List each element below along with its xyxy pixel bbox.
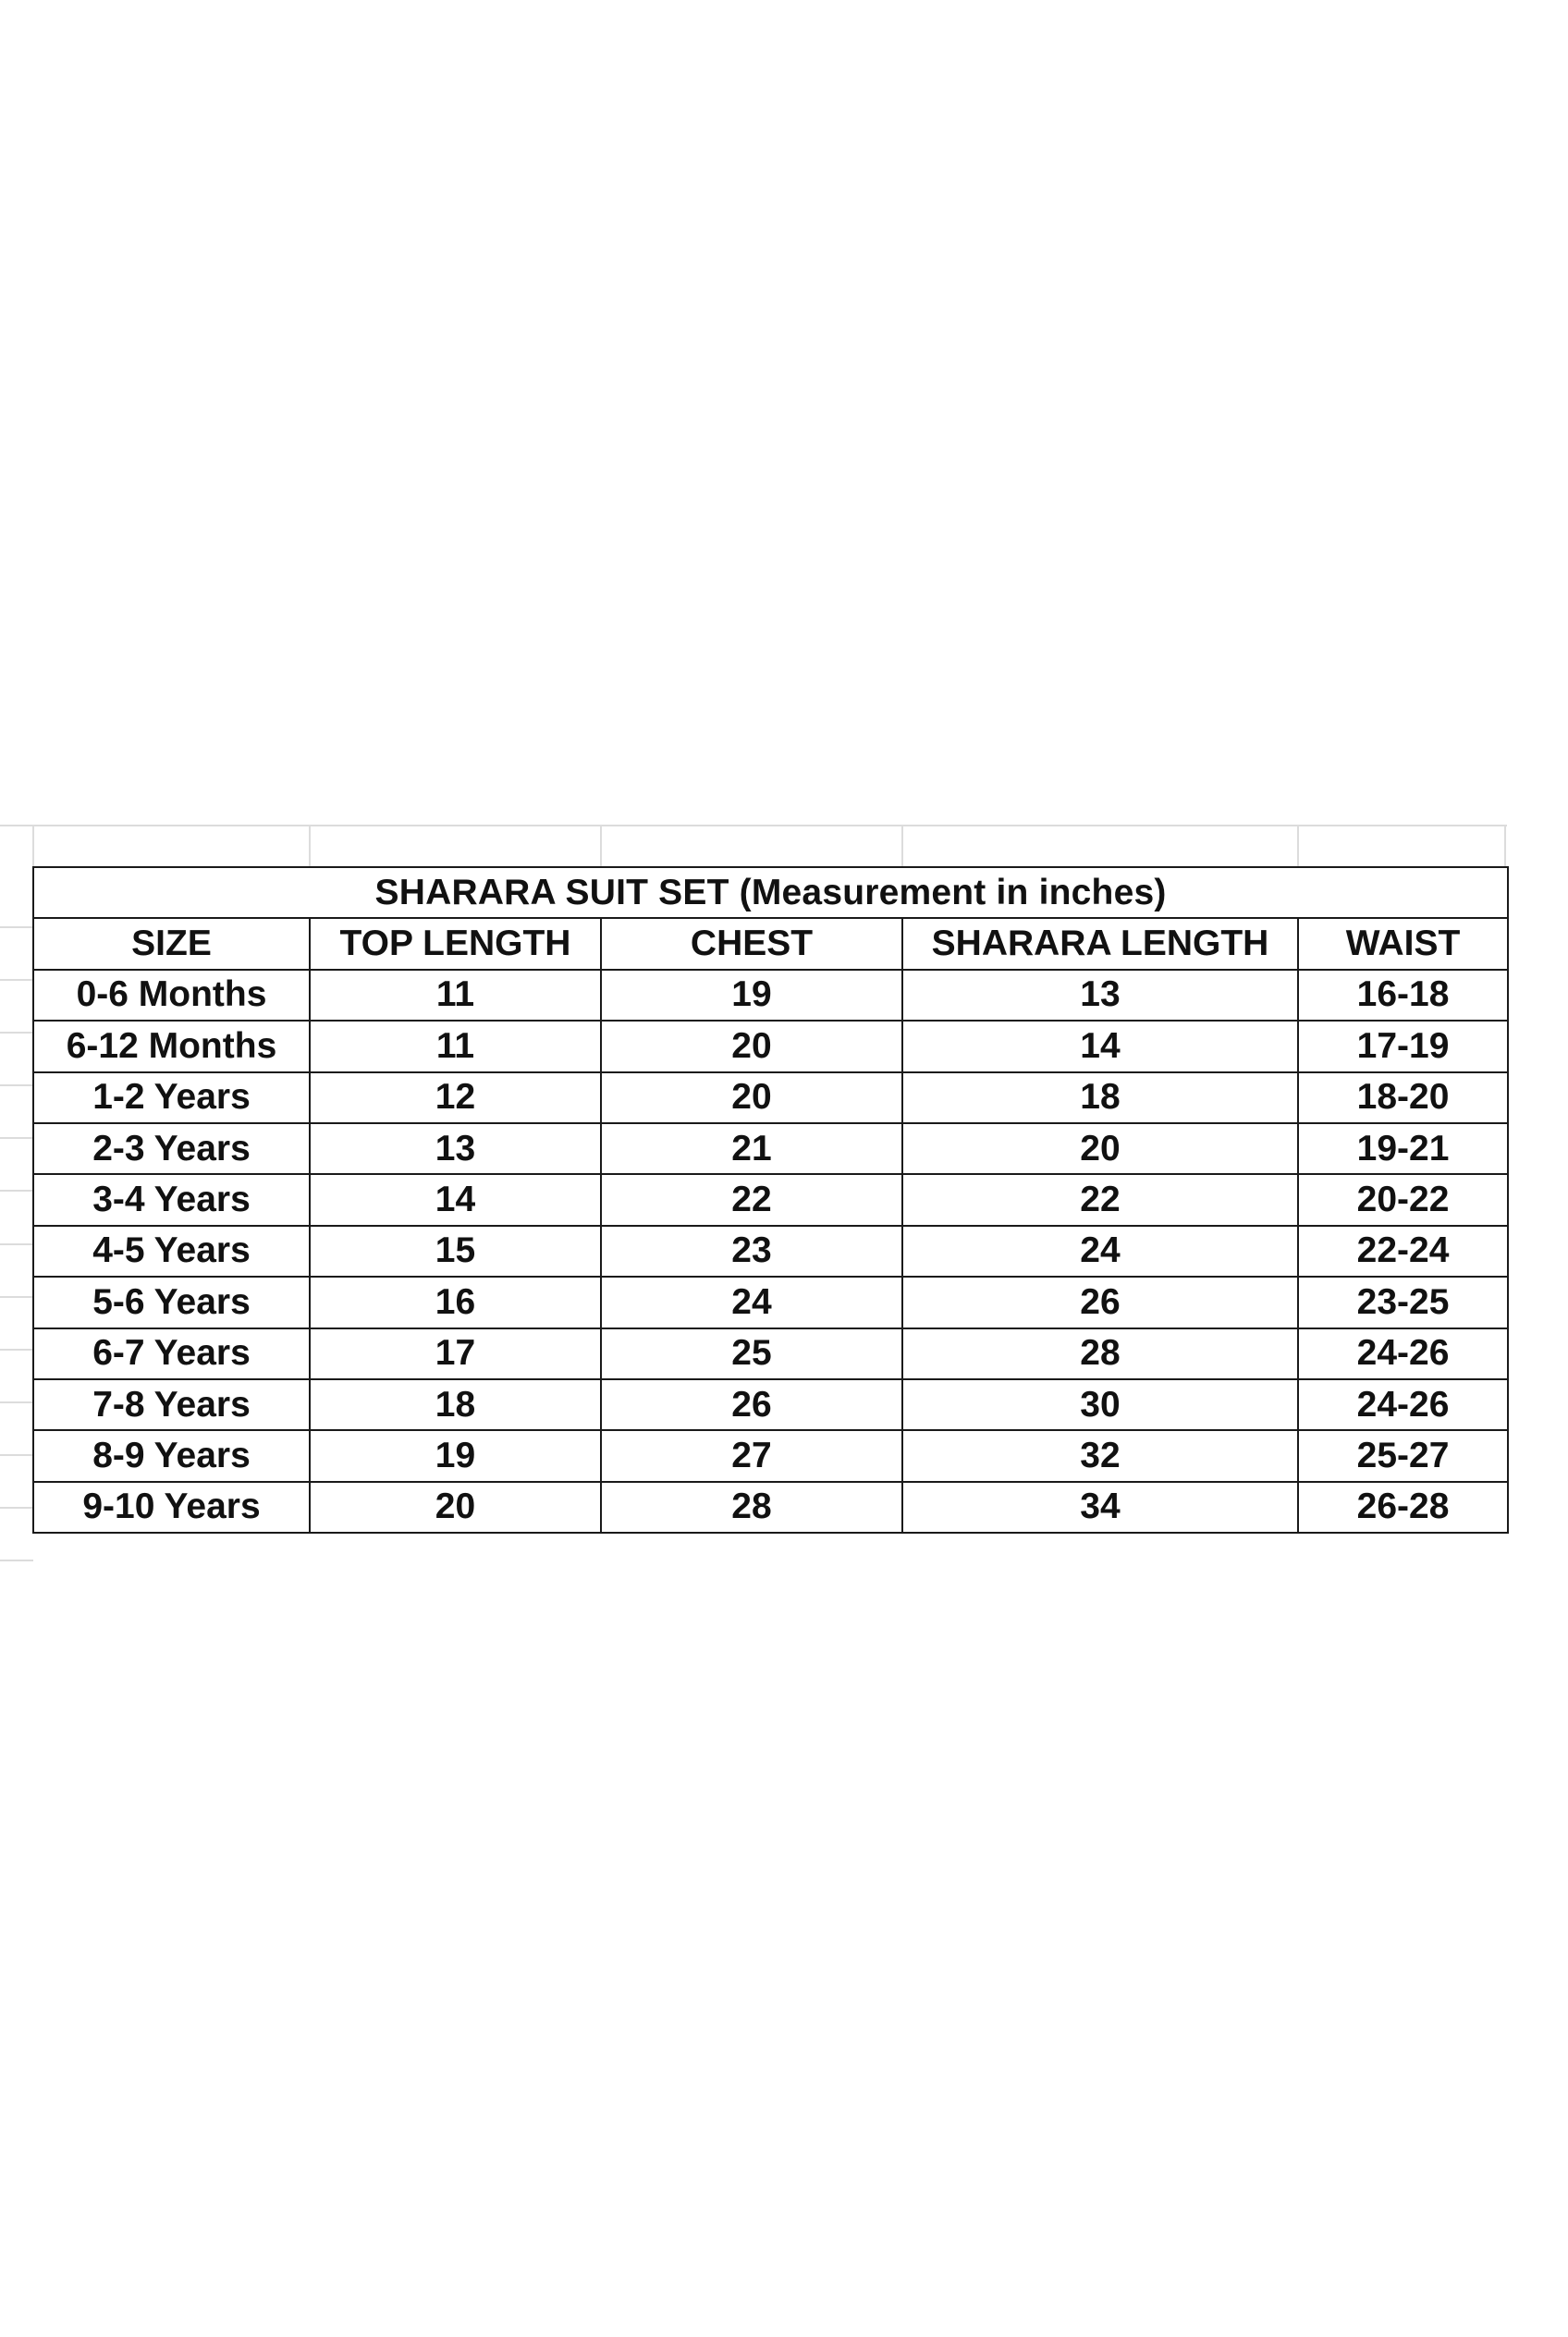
chest-cell[interactable]: 27 bbox=[601, 1430, 902, 1481]
table-row bbox=[33, 1123, 1508, 1174]
table-row bbox=[33, 1328, 1508, 1379]
column-header-top-length[interactable]: TOP LENGTH bbox=[310, 918, 601, 969]
sheet-gridline bbox=[0, 1560, 33, 1561]
size-cell[interactable]: 1-2 Years bbox=[33, 1072, 310, 1123]
waist-cell[interactable]: 24-26 bbox=[1298, 1379, 1508, 1430]
top-length-cell[interactable]: 19 bbox=[310, 1430, 601, 1481]
sheet-gridline bbox=[0, 1349, 33, 1351]
top-length-cell[interactable]: 12 bbox=[310, 1072, 601, 1123]
top-length-cell[interactable]: 20 bbox=[310, 1482, 601, 1533]
header-row bbox=[33, 918, 1508, 969]
sheet-gridline bbox=[309, 825, 311, 867]
table-row bbox=[33, 1430, 1508, 1481]
top-length-cell[interactable]: 11 bbox=[310, 970, 601, 1021]
size-cell[interactable]: 4-5 Years bbox=[33, 1226, 310, 1277]
waist-cell[interactable]: 16-18 bbox=[1298, 970, 1508, 1021]
size-cell[interactable]: 7-8 Years bbox=[33, 1379, 310, 1430]
chest-cell[interactable]: 24 bbox=[601, 1277, 902, 1328]
sharara-length-cell[interactable]: 34 bbox=[902, 1482, 1298, 1533]
table-row bbox=[33, 1482, 1508, 1533]
sharara-length-cell[interactable]: 30 bbox=[902, 1379, 1298, 1430]
table-row bbox=[33, 1072, 1508, 1123]
waist-cell[interactable]: 23-25 bbox=[1298, 1277, 1508, 1328]
chest-cell[interactable]: 26 bbox=[601, 1379, 902, 1430]
waist-cell[interactable]: 19-21 bbox=[1298, 1123, 1508, 1174]
top-length-cell[interactable]: 15 bbox=[310, 1226, 601, 1277]
waist-cell[interactable]: 17-19 bbox=[1298, 1021, 1508, 1071]
waist-cell[interactable]: 22-24 bbox=[1298, 1226, 1508, 1277]
chest-cell[interactable]: 28 bbox=[601, 1482, 902, 1533]
sharara-length-cell[interactable]: 20 bbox=[902, 1123, 1298, 1174]
size-cell[interactable]: 2-3 Years bbox=[33, 1123, 310, 1174]
size-chart-table bbox=[32, 866, 1509, 1534]
table-row bbox=[33, 1379, 1508, 1430]
table-row bbox=[33, 1226, 1508, 1277]
table-row bbox=[33, 1277, 1508, 1328]
top-length-cell[interactable]: 16 bbox=[310, 1277, 601, 1328]
sheet-gridline bbox=[0, 825, 1507, 826]
sheet-gridline bbox=[1297, 825, 1299, 867]
waist-cell[interactable]: 25-27 bbox=[1298, 1430, 1508, 1481]
size-cell[interactable]: 5-6 Years bbox=[33, 1277, 310, 1328]
sharara-length-cell[interactable]: 14 bbox=[902, 1021, 1298, 1071]
table-row bbox=[33, 1174, 1508, 1225]
size-cell[interactable]: 9-10 Years bbox=[33, 1482, 310, 1533]
size-cell[interactable]: 6-7 Years bbox=[33, 1328, 310, 1379]
sharara-length-cell[interactable]: 18 bbox=[902, 1072, 1298, 1123]
sheet-gridline bbox=[0, 1190, 33, 1192]
size-cell[interactable]: 0-6 Months bbox=[33, 970, 310, 1021]
sheet-gridline bbox=[0, 1296, 33, 1298]
waist-cell[interactable]: 26-28 bbox=[1298, 1482, 1508, 1533]
chest-cell[interactable]: 22 bbox=[601, 1174, 902, 1225]
sheet-gridline bbox=[1504, 825, 1506, 867]
column-header-chest[interactable]: CHEST bbox=[601, 918, 902, 969]
sharara-length-cell[interactable]: 32 bbox=[902, 1430, 1298, 1481]
sharara-length-cell[interactable]: 26 bbox=[902, 1277, 1298, 1328]
top-length-cell[interactable]: 18 bbox=[310, 1379, 601, 1430]
sheet-gridline bbox=[32, 825, 34, 867]
sheet-gridline bbox=[0, 1084, 33, 1086]
top-length-cell[interactable]: 11 bbox=[310, 1021, 601, 1071]
sheet-gridline bbox=[0, 926, 33, 928]
top-length-cell[interactable]: 14 bbox=[310, 1174, 601, 1225]
sheet-gridline bbox=[0, 1137, 33, 1139]
top-length-cell[interactable]: 17 bbox=[310, 1328, 601, 1379]
sharara-length-cell[interactable]: 24 bbox=[902, 1226, 1298, 1277]
sheet-gridline bbox=[901, 825, 903, 867]
top-length-cell[interactable]: 13 bbox=[310, 1123, 601, 1174]
sheet-gridline bbox=[0, 1454, 33, 1456]
size-cell[interactable]: 6-12 Months bbox=[33, 1021, 310, 1071]
sharara-length-cell[interactable]: 13 bbox=[902, 970, 1298, 1021]
column-header-size[interactable]: SIZE bbox=[33, 918, 310, 969]
column-header-sharara-length[interactable]: SHARARA LENGTH bbox=[902, 918, 1298, 969]
sharara-length-cell[interactable]: 28 bbox=[902, 1328, 1298, 1379]
sheet-gridline bbox=[0, 979, 33, 981]
chest-cell[interactable]: 19 bbox=[601, 970, 902, 1021]
chest-cell[interactable]: 20 bbox=[601, 1021, 902, 1071]
sheet-gridline bbox=[0, 1401, 33, 1403]
chest-cell[interactable]: 21 bbox=[601, 1123, 902, 1174]
sheet-gridline bbox=[600, 825, 602, 867]
table-row bbox=[33, 970, 1508, 1021]
waist-cell[interactable]: 24-26 bbox=[1298, 1328, 1508, 1379]
waist-cell[interactable]: 20-22 bbox=[1298, 1174, 1508, 1225]
sheet-gridline bbox=[0, 1243, 33, 1245]
column-header-waist[interactable]: WAIST bbox=[1298, 918, 1508, 969]
table-title[interactable]: SHARARA SUIT SET (Measurement in inches) bbox=[33, 867, 1508, 918]
sharara-length-cell[interactable]: 22 bbox=[902, 1174, 1298, 1225]
size-cell[interactable]: 3-4 Years bbox=[33, 1174, 310, 1225]
chest-cell[interactable]: 20 bbox=[601, 1072, 902, 1123]
size-cell[interactable]: 8-9 Years bbox=[33, 1430, 310, 1481]
sheet-gridline bbox=[0, 1032, 33, 1034]
table-row bbox=[33, 1021, 1508, 1071]
chest-cell[interactable]: 25 bbox=[601, 1328, 902, 1379]
title-row bbox=[33, 867, 1508, 918]
waist-cell[interactable]: 18-20 bbox=[1298, 1072, 1508, 1123]
sheet-gridline bbox=[0, 1507, 33, 1509]
chest-cell[interactable]: 23 bbox=[601, 1226, 902, 1277]
